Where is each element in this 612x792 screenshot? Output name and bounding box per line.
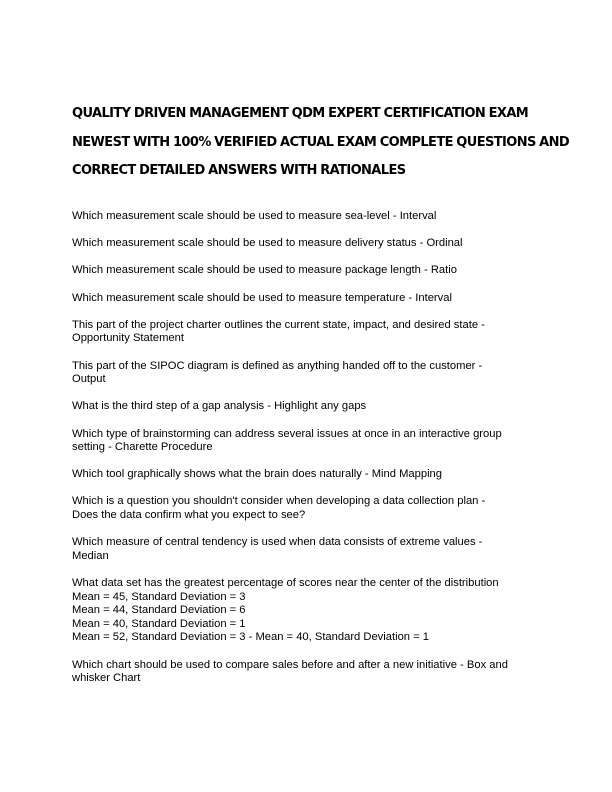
qa-item	[72, 210, 552, 224]
qa-item	[72, 495, 552, 522]
qa-line: Mean = 40, Standard Deviation = 1	[72, 617, 246, 630]
qa-line: Which measure of central tendency is used when data consists of extreme values -	[72, 536, 483, 549]
qa-line: Which measurement scale should be used to measure sea-level - Interval	[72, 210, 437, 222]
qa-line: Mean = 52, Standard Deviation = 3 - Mean = 40, Standard Deviation = 1	[72, 631, 429, 644]
qa-item	[72, 659, 552, 686]
qa-line: Which measurement scale should be used to measure delivery status - Ordinal	[72, 237, 463, 250]
qa-line: setting - Charette Procedure	[72, 441, 213, 454]
qa-item	[72, 428, 552, 455]
document-title	[72, 100, 570, 186]
qa-line: Output	[72, 373, 106, 386]
question-answer-list	[72, 210, 552, 699]
title-line: QUALITY DRIVEN MANAGEMENT QDM EXPERT CERTIFICATION EXAM	[72, 106, 529, 121]
qa-line: What data set has the greatest percentage of scores near the center of the distribution	[72, 577, 499, 590]
qa-line: Which type of brainstorming can address several issues at once in an interactive group	[72, 427, 502, 440]
qa-line: whisker Chart	[72, 672, 141, 685]
qa-line: Median	[72, 549, 109, 562]
qa-item	[72, 360, 552, 387]
qa-line: This part of the project charter outlines the current state, impact, and desired state -	[72, 318, 485, 331]
qa-line: Which measurement scale should be used to measure package length - Ratio	[72, 264, 457, 277]
qa-line: Opportunity Statement	[72, 332, 184, 345]
title-line: CORRECT DETAILED ANSWERS WITH RATIONALES	[72, 163, 406, 178]
qa-line: Which tool graphically shows what the brain does naturally - Mind Mapping	[72, 468, 442, 481]
qa-line: Mean = 45, Standard Deviation = 3	[72, 590, 246, 603]
title-line: NEWEST WITH 100% VERIFIED ACTUAL EXAM COMPLETE QUESTIONS AND	[72, 134, 570, 150]
qa-line: Does the data confirm what you expect to see?	[72, 509, 306, 522]
qa-item	[72, 536, 552, 563]
qa-line: Which measurement scale should be used to measure temperature - Interval	[72, 291, 452, 304]
qa-item	[72, 577, 552, 645]
qa-item	[72, 237, 552, 251]
qa-line: Mean = 44, Standard Deviation = 6	[72, 604, 246, 617]
qa-line: What is the third step of a gap analysis - Highlight any gaps	[72, 400, 367, 413]
qa-item	[72, 468, 552, 482]
qa-item	[72, 319, 552, 346]
qa-line: This part of the SIPOC diagram is defined as anything handed off to the customer -	[72, 359, 483, 372]
qa-item	[72, 264, 552, 278]
qa-line: Which chart should be used to compare sales before and after a new initiative - Box and	[72, 658, 508, 671]
qa-line: Which is a question you shouldn't consider when developing a data collection plan -	[72, 495, 486, 508]
qa-item	[72, 400, 552, 414]
qa-item	[72, 292, 552, 306]
